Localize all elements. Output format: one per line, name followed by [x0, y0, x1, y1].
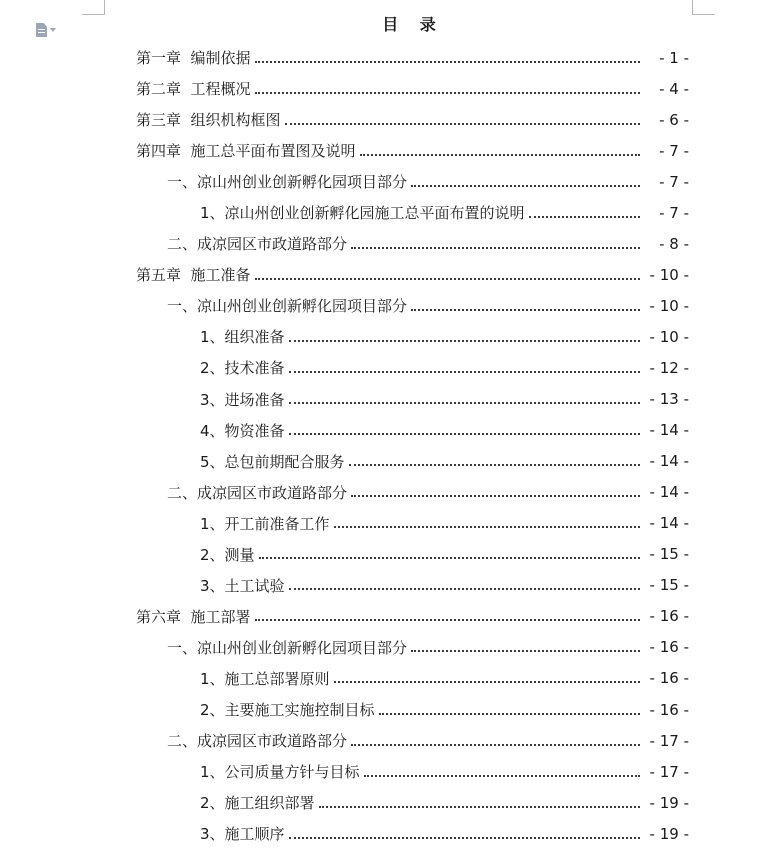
toc-dot-leader — [364, 775, 640, 777]
toc-entry-title: 成凉园区市政道路部分 — [197, 235, 348, 254]
toc-entry[interactable] — [0, 694, 769, 725]
toc-page-number: - 19 - — [649, 824, 689, 843]
toc-entry-number: 第二章 — [136, 80, 191, 99]
toc-entry-label — [200, 326, 285, 347]
page-corner-marker-left — [82, 0, 105, 15]
toc-page-number: - 7 - — [659, 172, 689, 191]
toc-dot-leader — [334, 681, 640, 683]
toc-entry[interactable] — [0, 352, 769, 383]
toc-entry-number: 二、 — [167, 235, 198, 254]
toc-dot-leader — [379, 713, 640, 715]
toc-page-number: - 6 - — [659, 110, 689, 129]
toc-page-number: - 10 - — [649, 327, 689, 346]
toc-dot-leader — [349, 464, 640, 466]
toc-dot-leader — [255, 619, 640, 621]
toc-dot-leader — [259, 557, 640, 559]
toc-page-number: - 14 - — [649, 514, 689, 533]
toc-entry[interactable] — [0, 104, 769, 135]
toc-entry-label — [167, 482, 347, 503]
toc-page-number: - 10 - — [649, 265, 689, 284]
toc-entry-number: 第三章 — [136, 111, 191, 130]
toc-dot-leader — [289, 402, 640, 404]
toc-entry-label — [136, 109, 281, 130]
toc-entry-title: 工程概况 — [190, 80, 251, 99]
toc-entry-number: 第一章 — [136, 49, 191, 68]
toc-entry-title: 物资准备 — [224, 421, 285, 440]
toc-page-number: - 4 - — [659, 79, 689, 98]
toc-entry-number: 3、 — [200, 390, 225, 409]
toc-page-number: - 19 - — [649, 793, 689, 812]
toc-entry-label — [200, 544, 255, 565]
toc-entry-title: 总包前期配合服务 — [224, 452, 345, 471]
toc-entry[interactable] — [0, 663, 769, 694]
toc-entry-label — [200, 202, 525, 223]
toc-dot-leader — [319, 806, 640, 808]
toc-entry-number: 1、 — [200, 328, 225, 347]
toc-entry[interactable] — [0, 539, 769, 570]
toc-entry-number: 二、 — [167, 483, 198, 502]
toc-dot-leader — [289, 588, 640, 590]
toc-entry-number: 2、 — [200, 545, 225, 564]
toc-entry[interactable] — [0, 290, 769, 321]
toc-page-number: - 12 - — [649, 358, 689, 377]
toc-dot-leader — [360, 154, 640, 156]
toc-entry-title: 成凉园区市政道路部分 — [197, 483, 348, 502]
page-corner-marker-right — [692, 0, 715, 15]
toc-dot-leader — [351, 247, 640, 249]
toc-entry-title: 测量 — [224, 545, 255, 564]
toc-page-number: - 16 - — [649, 607, 689, 626]
toc-entry-title: 施工总平面布置图及说明 — [190, 142, 356, 161]
toc-entry-title: 组织准备 — [224, 328, 285, 347]
toc-entry[interactable] — [0, 818, 769, 849]
toc-entry-title: 进场准备 — [224, 390, 285, 409]
toc-entry-number: 5、 — [200, 452, 225, 471]
toc-entry-label — [200, 761, 360, 782]
toc-entry[interactable] — [0, 415, 769, 446]
toc-page-number: - 14 - — [649, 452, 689, 471]
toc-dot-leader — [255, 278, 640, 280]
toc-entry-label — [136, 264, 251, 285]
toc-page-number: - 16 - — [649, 669, 689, 688]
toc-entry-number: 一、 — [167, 638, 198, 657]
toc-dot-leader — [289, 837, 640, 839]
toc-entry[interactable] — [0, 632, 769, 663]
toc-entry-number: 2、 — [200, 794, 225, 813]
toc-entry-label — [200, 699, 375, 720]
toc-entry-label — [200, 575, 285, 596]
toc-entry-title: 成凉园区市政道路部分 — [197, 732, 348, 751]
toc-entry[interactable] — [0, 166, 769, 197]
toc-dot-leader — [289, 371, 640, 373]
toc-entry-title: 施工组织部署 — [224, 794, 315, 813]
toc-entry[interactable] — [0, 570, 769, 601]
toc-page-number: - 15 - — [649, 545, 689, 564]
toc-entry-number: 4、 — [200, 421, 225, 440]
toc-entry-label — [136, 47, 251, 68]
toc-entry-number: 2、 — [200, 701, 225, 719]
toc-entry-title: 开工前准备工作 — [224, 514, 330, 533]
toc-entry-label — [200, 823, 285, 844]
toc-entry-label — [200, 792, 315, 813]
toc-entry-title: 主要施工实施控制目标 — [224, 701, 375, 719]
toc-entry-title: 土工试验 — [224, 576, 285, 595]
toc-entry-number: 第六章 — [136, 607, 191, 626]
toc-dot-leader — [529, 216, 640, 218]
toc-dot-leader — [411, 650, 640, 652]
toc-entry-title: 凉山州创业创新孵化园施工总平面布置的说明 — [224, 204, 525, 223]
toc-entry-label — [200, 357, 285, 378]
toc-entry[interactable] — [0, 756, 769, 787]
toc-entry-label — [136, 140, 356, 161]
toc-entry-number: 一、 — [167, 173, 198, 192]
toc-entry-number: 3、 — [200, 825, 225, 844]
toc-entry-label — [167, 730, 347, 751]
toc-dot-leader — [289, 340, 640, 342]
toc-entry-label — [200, 389, 285, 410]
toc-page-number: - 17 - — [649, 762, 689, 781]
toc-entry-title: 编制依据 — [190, 49, 251, 68]
toc-entry-number: 1、 — [200, 514, 225, 533]
toc-entry[interactable] — [0, 259, 769, 290]
toc-page-number: - 16 - — [649, 700, 689, 719]
toc-list — [0, 42, 769, 849]
toc-entry-number: 1、 — [200, 763, 225, 782]
toc-entry-number: 2、 — [200, 359, 225, 378]
toc-entry-title: 施工准备 — [190, 266, 251, 285]
toc-page-number: - 17 - — [649, 731, 689, 750]
toc-entry[interactable] — [0, 321, 769, 352]
toc-dot-leader — [411, 185, 640, 187]
toc-dot-leader — [351, 495, 640, 497]
toc-entry-number: 第四章 — [136, 142, 191, 161]
toc-entry-number: 二、 — [167, 732, 198, 751]
toc-entry-title: 凉山州创业创新孵化园项目部分 — [197, 638, 408, 657]
toc-page-number: - 7 - — [659, 141, 689, 160]
toc-entry[interactable] — [0, 384, 769, 415]
toc-entry[interactable] — [0, 73, 769, 104]
toc-entry-label — [200, 513, 330, 534]
toc-page-number: - 7 - — [659, 203, 689, 222]
toc-entry[interactable] — [0, 135, 769, 166]
toc-entry[interactable] — [0, 446, 769, 477]
toc-page-number: - 14 - — [649, 421, 689, 440]
toc-dot-leader — [289, 433, 640, 435]
toc-entry-title: 技术准备 — [224, 359, 285, 378]
toc-dot-leader — [334, 526, 640, 528]
toc-entry-number: 3、 — [200, 576, 225, 595]
toc-entry-number: 1、 — [200, 204, 225, 223]
toc-page-number: - 13 - — [649, 390, 689, 409]
toc-dot-leader — [255, 61, 640, 63]
toc-dot-leader — [351, 744, 640, 746]
toc-page-number: - 15 - — [649, 576, 689, 595]
toc-entry-title: 组织机构框图 — [190, 111, 281, 130]
toc-entry-label — [136, 78, 251, 99]
toc-entry-title: 凉山州创业创新孵化园项目部分 — [197, 173, 408, 192]
toc-dot-leader — [411, 309, 640, 311]
toc-entry-label — [167, 637, 407, 658]
toc-entry[interactable] — [0, 787, 769, 818]
toc-dot-leader — [285, 123, 640, 125]
toc-page-number: - 8 - — [659, 234, 689, 253]
toc-page-number: - 1 - — [659, 48, 689, 67]
toc-entry-number: 一、 — [167, 297, 198, 316]
toc-entry-label — [167, 171, 407, 192]
toc-entry-label — [136, 606, 251, 627]
toc-entry[interactable] — [0, 42, 769, 73]
toc-page-number: - 16 - — [649, 638, 689, 657]
toc-entry-label — [200, 451, 345, 472]
toc-entry-title: 公司质量方针与目标 — [224, 763, 360, 782]
toc-entry-label — [167, 233, 347, 254]
toc-entry-label — [200, 420, 285, 441]
toc-entry[interactable] — [0, 228, 769, 259]
toc-entry-number: 第五章 — [136, 266, 191, 285]
toc-entry-label — [167, 295, 407, 316]
toc-entry-number: 1、 — [200, 669, 225, 688]
toc-entry-title: 凉山州创业创新孵化园项目部分 — [197, 297, 408, 316]
toc-page-number: - 10 - — [649, 296, 689, 315]
toc-title: 目 录 — [382, 15, 444, 34]
toc-entry-label — [200, 668, 330, 689]
toc-entry[interactable] — [0, 197, 769, 228]
toc-entry[interactable] — [0, 477, 769, 508]
toc-entry[interactable] — [0, 725, 769, 756]
toc-dot-leader — [255, 92, 640, 94]
toc-entry-title: 施工总部署原则 — [224, 669, 330, 688]
toc-entry-title: 施工顺序 — [224, 825, 285, 844]
toc-entry-title: 施工部署 — [190, 607, 251, 626]
toc-entry[interactable] — [0, 601, 769, 632]
toc-entry[interactable] — [0, 508, 769, 539]
toc-page-number: - 14 - — [649, 483, 689, 502]
